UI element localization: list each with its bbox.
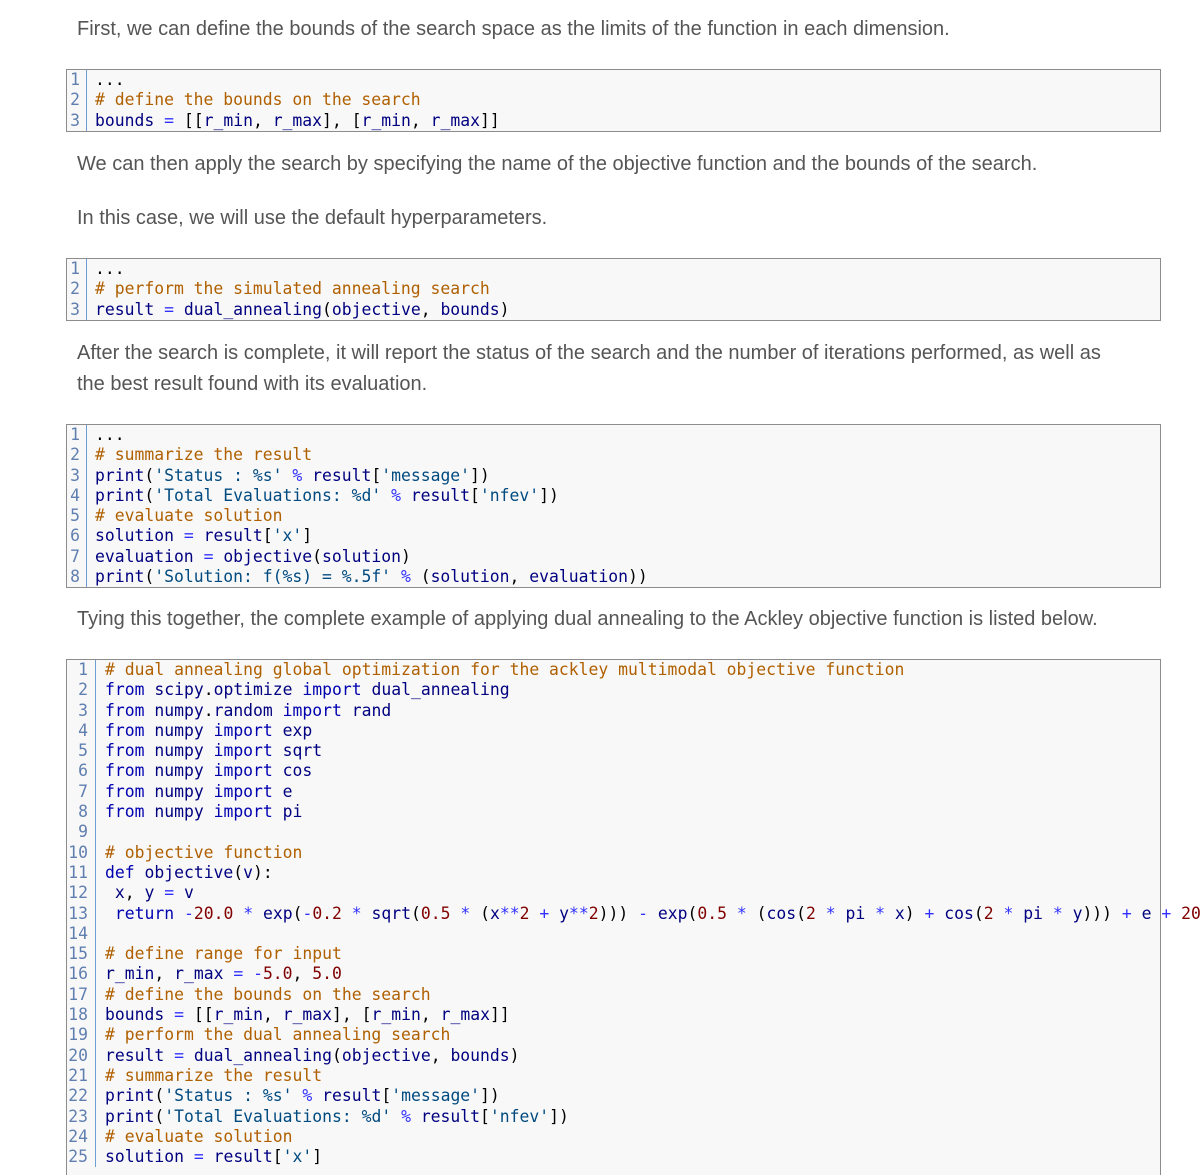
code-text: print('Total Evaluations: %d' % result['nfev']) xyxy=(95,485,559,505)
code-text: # define the bounds on the search xyxy=(105,984,431,1004)
line-number: 6 xyxy=(67,761,96,781)
code-text: print('Status : %s' % result['message']) xyxy=(105,1086,500,1106)
paragraph-default-hyperparameters: In this case, we will use the default hyperparameters. xyxy=(77,207,548,229)
line-number: 15 xyxy=(67,944,96,964)
code-line xyxy=(67,985,1160,1005)
line-number: 1 xyxy=(67,70,87,90)
code-text: return -20.0 * exp(-0.2 * sqrt(0.5 * (x**2 + y**2))) - exp(0.5 * (cos(2 * pi * x) + cos(2 * pi * y))) + e + 20 xyxy=(114,903,1201,923)
line-number: 1 xyxy=(67,425,87,445)
code-line xyxy=(67,701,1160,721)
line-number: 2 xyxy=(67,445,87,465)
line-number: 20 xyxy=(67,1046,96,1066)
code-line xyxy=(67,721,1160,741)
code-line xyxy=(67,1147,1160,1167)
code-text: print('Total Evaluations: %d' % result['nfev']) xyxy=(105,1106,569,1126)
code-text: # perform the dual annealing search xyxy=(105,1025,451,1045)
line-number: 2 xyxy=(67,90,87,110)
code-text: from numpy import e xyxy=(105,781,293,801)
code-line xyxy=(67,547,1160,567)
code-line xyxy=(67,567,1160,587)
code-line xyxy=(67,1005,1160,1025)
code-text: r_min, r_max = -5.0, 5.0 xyxy=(105,964,342,984)
code-text: # summarize the result xyxy=(95,445,313,465)
line-number: 10 xyxy=(67,843,96,863)
line-number: 7 xyxy=(67,547,87,567)
code-lines xyxy=(67,425,1160,587)
code-text: print('Solution: f(%s) = %.5f' % (solution, evaluation)) xyxy=(95,567,648,587)
line-number: 9 xyxy=(67,822,96,842)
line-number: 14 xyxy=(67,924,96,944)
code-line xyxy=(67,526,1160,546)
code-text: # evaluate solution xyxy=(95,506,283,526)
line-number: 3 xyxy=(67,466,87,486)
line-number: 12 xyxy=(67,883,96,903)
line-number: 17 xyxy=(67,985,96,1005)
code-line xyxy=(67,782,1160,802)
line-number: 24 xyxy=(67,1127,96,1147)
code-text: # objective function xyxy=(105,842,303,862)
paragraph-report-status-line1: After the search is complete, it will report the status of the search and the number of iterations performed, as well as xyxy=(77,342,1101,364)
code-line xyxy=(67,883,1160,903)
code-line xyxy=(67,944,1160,964)
line-number: 8 xyxy=(67,802,96,822)
line-number: 16 xyxy=(67,964,96,984)
line-number: 4 xyxy=(67,721,96,741)
code-lines xyxy=(67,259,1160,320)
paragraph-bounds-intro: First, we can define the bounds of the search space as the limits of the function in each dimension. xyxy=(77,18,950,40)
code-line xyxy=(67,822,1160,842)
code-text: # summarize the result xyxy=(105,1065,323,1085)
line-number: 5 xyxy=(67,741,96,761)
paragraph-apply-search: We can then apply the search by specifying the name of the objective function and the bounds of the search. xyxy=(77,153,1038,175)
code-line xyxy=(67,924,1160,944)
code-text: solution = result['x'] xyxy=(105,1147,323,1167)
code-text: result = dual_annealing(objective, bounds) xyxy=(105,1045,520,1065)
code-line xyxy=(67,680,1160,700)
code-line xyxy=(67,843,1160,863)
code-line xyxy=(67,300,1160,320)
line-number: 5 xyxy=(67,506,87,526)
code-text: bounds = [[r_min, r_max], [r_min, r_max]] xyxy=(105,1005,510,1025)
line-number: 3 xyxy=(67,111,87,131)
line-number: 21 xyxy=(67,1066,96,1086)
code-line xyxy=(67,1066,1160,1086)
code-text: ... xyxy=(95,70,125,89)
code-text: ... xyxy=(95,259,125,278)
code-text: # dual annealing global optimization for the ackley multimodal objective function xyxy=(105,660,905,679)
code-line xyxy=(67,70,1160,90)
code-line xyxy=(67,466,1160,486)
code-text: from numpy import sqrt xyxy=(105,741,323,761)
code-text: from numpy import cos xyxy=(105,761,313,781)
line-number: 23 xyxy=(67,1107,96,1127)
code-text: # define the bounds on the search xyxy=(95,90,421,110)
line-number: 18 xyxy=(67,1005,96,1025)
code-line xyxy=(67,90,1160,110)
code-text: from scipy.optimize import dual_annealing xyxy=(105,680,510,700)
code-line xyxy=(67,279,1160,299)
code-text xyxy=(96,924,105,944)
code-line xyxy=(67,660,1160,680)
code-line xyxy=(67,1046,1160,1066)
code-text: bounds = [[r_min, r_max], [r_min, r_max]] xyxy=(95,110,500,130)
code-lines xyxy=(67,660,1201,1167)
code-block-complete-example xyxy=(66,659,1201,1175)
code-line xyxy=(67,1127,1160,1147)
code-line xyxy=(67,445,1160,465)
paragraph-report-status-line2: the best result found with its evaluation. xyxy=(77,373,428,395)
code-text: # evaluate solution xyxy=(105,1126,293,1146)
code-line xyxy=(67,486,1160,506)
code-line xyxy=(67,863,1160,883)
code-text: # define range for input xyxy=(105,944,342,964)
code-text: # perform the simulated annealing search xyxy=(95,279,490,299)
code-block-summarize xyxy=(66,424,1161,588)
code-line xyxy=(67,903,1201,924)
line-number: 13 xyxy=(67,904,96,924)
code-block-bounds xyxy=(66,69,1161,132)
code-text: def objective(v): xyxy=(105,862,273,882)
line-number: 3 xyxy=(67,701,96,721)
code-lines xyxy=(67,70,1160,131)
code-line xyxy=(67,1025,1160,1045)
code-line xyxy=(67,802,1160,822)
code-text: result = dual_annealing(objective, bounds) xyxy=(95,299,510,319)
line-number: 1 xyxy=(67,660,96,680)
code-text: solution = result['x'] xyxy=(95,526,313,546)
code-text: from numpy import pi xyxy=(105,802,303,822)
line-number: 2 xyxy=(67,680,96,700)
code-text: print('Status : %s' % result['message']) xyxy=(95,465,490,485)
line-number: 22 xyxy=(67,1086,96,1106)
code-text: from numpy.random import rand xyxy=(105,700,392,720)
line-number: 3 xyxy=(67,300,87,320)
line-number: 11 xyxy=(67,863,96,883)
line-number: 25 xyxy=(67,1147,96,1167)
code-text: from numpy import exp xyxy=(105,720,313,740)
line-number: 1 xyxy=(67,259,87,279)
code-line xyxy=(67,1086,1160,1106)
code-line xyxy=(67,506,1160,526)
code-line xyxy=(67,259,1160,279)
line-number: 19 xyxy=(67,1025,96,1045)
code-line xyxy=(67,741,1160,761)
code-text xyxy=(96,822,105,842)
code-text: x, y = v xyxy=(114,883,194,903)
code-line xyxy=(67,425,1160,445)
code-line xyxy=(67,1107,1160,1127)
line-number: 6 xyxy=(67,526,87,546)
paragraph-complete-example: Tying this together, the complete example of applying dual annealing to the Ackley objective function is listed below. xyxy=(77,608,1098,630)
line-number: 8 xyxy=(67,567,87,587)
code-line xyxy=(67,964,1160,984)
code-line xyxy=(67,111,1160,131)
code-line xyxy=(67,761,1160,781)
code-block-search xyxy=(66,258,1161,321)
code-text: ... xyxy=(95,425,125,444)
line-number: 4 xyxy=(67,486,87,506)
line-number: 7 xyxy=(67,782,96,802)
line-number: 2 xyxy=(67,279,87,299)
code-text: evaluation = objective(solution) xyxy=(95,546,411,566)
